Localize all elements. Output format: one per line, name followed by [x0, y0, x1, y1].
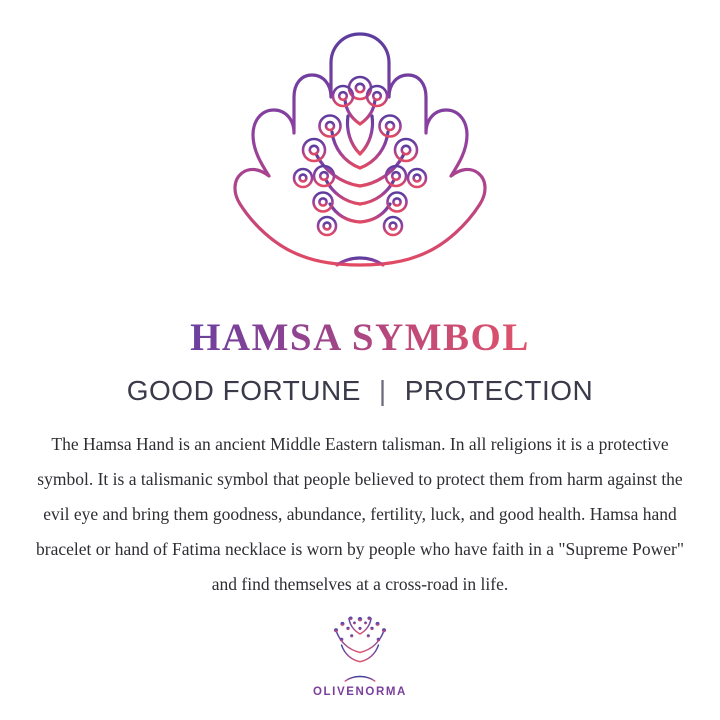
- page-title: HAMSA SYMBOL: [190, 316, 530, 359]
- description-paragraph: The Hamsa Hand is an ancient Middle Eastern talisman. In all religions it is a protective symbol. It is a talismanic symbol that people believed to protect them from harm against the evil eye and bring them goodness, abundance, fertility, luck, and good health. Hamsa hand bracelet or hand of Fatima necklace is worn by people who have faith in a "Supreme Power" and find themselves at a cross-road in life.: [36, 434, 684, 594]
- subtitle-separator: |: [378, 375, 387, 406]
- subtitle-left: GOOD FORTUNE: [126, 375, 361, 406]
- tree-of-life-icon: [323, 610, 397, 682]
- subtitle: [127, 375, 594, 407]
- brand-name: OLIVENORMA: [313, 686, 407, 698]
- hamsa-hand-tree-of-life-icon: [210, 26, 510, 281]
- subtitle-right: PROTECTION: [404, 375, 594, 406]
- hamsa-illustration: [200, 22, 520, 284]
- footer: [0, 610, 720, 698]
